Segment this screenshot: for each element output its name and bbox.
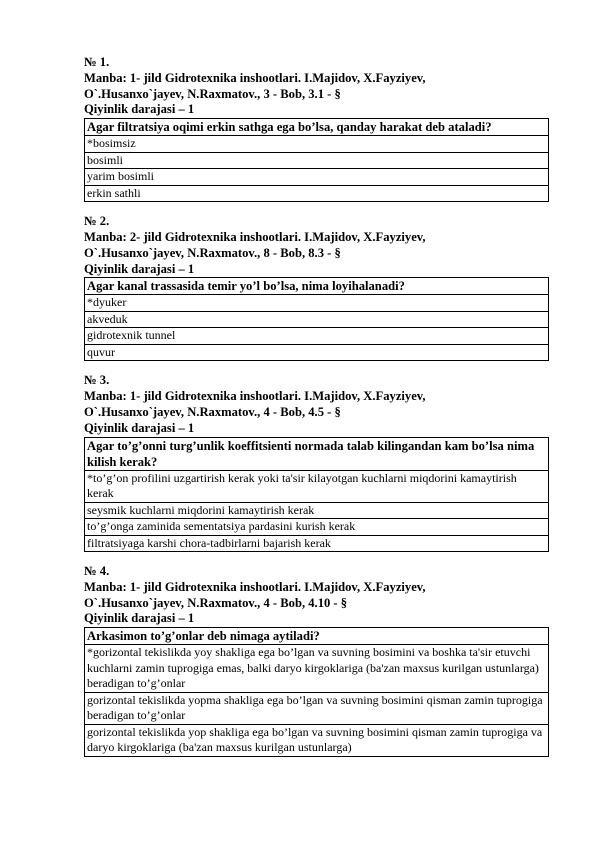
answer-option: *to’g’on profilini uzgartirish kerak yoki ta'sir kilayotgan kuchlarni miqdorini kamaytirish kerak <box>85 470 549 502</box>
answer-option: gidrotexnik tunnel <box>85 328 549 345</box>
question-table <box>84 118 549 202</box>
question-number: № 4. <box>84 564 110 579</box>
question-text: Agar to’g’onni turg’unlik koeffitsienti normada talab kilingandan kam bo’lsa nima kilish kerak? <box>85 437 549 470</box>
answer-option: filtratsiyaga karshi chora-tadbirlarni bajarish kerak <box>85 535 549 552</box>
answer-option: bosimli <box>85 152 549 169</box>
source-line: O`.Husanxo`jayev, N.Raxmatov., 3 - Bob, 3.1 - § <box>84 86 341 101</box>
question-number: № 2. <box>84 214 110 229</box>
question-block <box>84 55 549 202</box>
answer-option: gorizontal tekislikda yopma shakliga ega bo’lgan va suvning bosimini qisman zamin tuprogiga beradigan to’g’onlar <box>85 692 549 724</box>
question-block <box>84 564 549 757</box>
question-text: Agar filtratsiya oqimi erkin sathga ega bo’lsa, qanday harakat deb ataladi? <box>85 119 549 136</box>
question-list <box>84 55 549 769</box>
difficulty-level: Qiyinlik darajasi – 1 <box>84 420 195 435</box>
question-text: Arkasimon to’g’onlar deb nimaga aytiladi? <box>85 628 549 645</box>
question-header <box>84 373 549 436</box>
question-number: № 3. <box>84 373 110 388</box>
source-line: O`.Husanxo`jayev, N.Raxmatov., 4 - Bob, 4.5 - § <box>84 404 341 419</box>
question-header <box>84 214 549 277</box>
answer-option: gorizontal tekislikda yop shakliga ega bo’lgan va suvning bosimini qisman zamin tuprogiga va daryo kirgoklariga (ba'zan maxsus kurilgan ustunlarga) <box>85 724 549 756</box>
source-line: O`.Husanxo`jayev, N.Raxmatov., 4 - Bob, 4.10 - § <box>84 595 348 610</box>
difficulty-level: Qiyinlik darajasi – 1 <box>84 261 195 276</box>
answer-option: *bosimsiz <box>85 136 549 153</box>
answer-option: *dyuker <box>85 295 549 312</box>
question-header <box>84 55 549 118</box>
question-block <box>84 373 549 552</box>
source-line: Manba: 1- jild Gidrotexnika inshootlari. I.Majidov, X.Fayziyev, <box>84 579 426 594</box>
source-line: Manba: 1- jild Gidrotexnika inshootlari. I.Majidov, X.Fayziyev, <box>84 389 426 404</box>
question-table <box>84 277 549 361</box>
source-line: Manba: 2- jild Gidrotexnika inshootlari. I.Majidov, X.Fayziyev, <box>84 229 426 244</box>
answer-option: quvur <box>85 344 549 361</box>
source-line: Manba: 1- jild Gidrotexnika inshootlari. I.Majidov, X.Fayziyev, <box>84 70 426 85</box>
answer-option: *gorizontal tekislikda yoy shakliga ega bo’lgan va suvning bosimini va boshka ta'sir etuvchi kuchlarni zamin tuprogiga emas, balki daryo kirgoklariga (ba'zan maxsus kurilgan ustunlarga) beradigan to’g’onlar <box>85 645 549 693</box>
question-header <box>84 564 549 627</box>
difficulty-level: Qiyinlik darajasi – 1 <box>84 102 195 117</box>
answer-option: to’g’onga zaminida sementatsiya pardasini kurish kerak <box>85 519 549 536</box>
question-table <box>84 437 549 553</box>
question-block <box>84 214 549 361</box>
question-text: Agar kanal trassasida temir yo’l bo’lsa, nima loyihalanadi? <box>85 278 549 295</box>
answer-option: yarim bosimli <box>85 169 549 186</box>
question-number: № 1. <box>84 55 110 69</box>
answer-option: akveduk <box>85 311 549 328</box>
source-line: O`.Husanxo`jayev, N.Raxmatov., 8 - Bob, 8.3 - § <box>84 245 341 260</box>
difficulty-level: Qiyinlik darajasi – 1 <box>84 611 195 626</box>
answer-option: erkin sathli <box>85 185 549 202</box>
question-table <box>84 627 549 757</box>
answer-option: seysmik kuchlarni miqdorini kamaytirish kerak <box>85 502 549 519</box>
